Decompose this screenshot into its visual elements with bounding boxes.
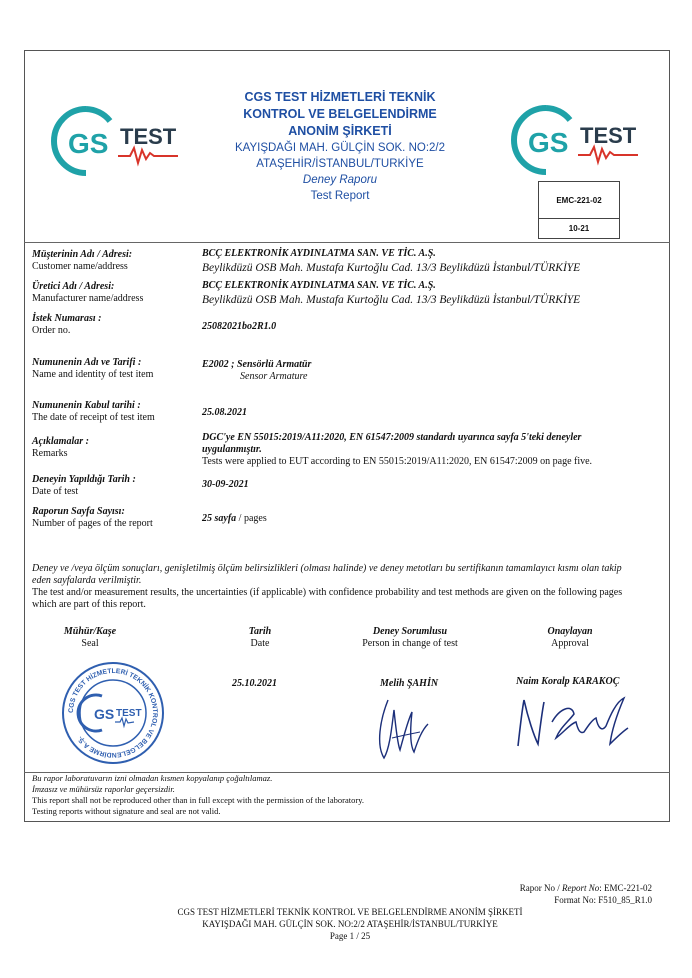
logo-letters: GS: [68, 128, 109, 159]
approval-heading-en: Approval: [551, 638, 589, 649]
document-revision: 10-21: [568, 224, 590, 233]
document-code: EMC-221-02: [539, 182, 619, 219]
footer-company-address: KAYIŞDAĞI MAH. GÜLÇİN SOK. NO:2/2 ATAŞEHİR/İSTANBUL/TURKİYE: [202, 919, 498, 929]
manufacturer-label-tr: Üretici Adı / Adresi:: [32, 281, 115, 292]
logo-word-right: TEST: [580, 123, 637, 148]
customer-value: [202, 248, 642, 276]
company-address-line-2: ATAŞEHİR/İSTANBUL/TURKİYE: [256, 158, 424, 170]
manufacturer-value: [202, 280, 642, 308]
remarks-en: Tests were applied to EUT according to EN 55015:2019/A11:2020, EN 61547:2009 on page five.: [202, 456, 593, 467]
customer-name: BCÇ ELEKTRONİK AYDINLATMA SAN. VE TİC. A.Ş.: [202, 248, 436, 259]
sample-name: E2002 ; Sensörlü Armatür: [202, 359, 312, 370]
footer-format-number: Format No: F510_85_R1.0: [554, 895, 652, 905]
disclaimer-tr-1: Bu rapor laboratuvarın izni olmadan kısmen kopyalanıp çoğaltılamaz.: [32, 773, 273, 783]
order-label: [32, 313, 197, 337]
disclaimer-en-1: This report shall not be reproduced other than in full except with the permission of the laboratory.: [32, 795, 365, 805]
receipt-label: [32, 400, 197, 424]
customer-label: [32, 249, 197, 273]
pages-label-en: Number of pages of the report: [32, 518, 153, 529]
signature-date: 25.10.2021: [232, 678, 277, 689]
test-date-label-en: Date of test: [32, 486, 79, 497]
manufacturer-label: [32, 281, 197, 305]
footer-report-no-label: Rapor No /: [519, 883, 562, 893]
test-date: 30-09-2021: [202, 479, 249, 490]
date-heading: [220, 626, 300, 650]
remarks-label: [32, 436, 197, 460]
cgs-test-logo-right: [506, 100, 646, 185]
statement-tr: Deney ve /veya ölçüm sonuçları, genişletilmiş ölçüm belirsizlikleri (olması halinde) ve deney metotları bu sertifikanın tamamlayıcı kısmı olan takip eden sayfalarda verilmiştir.: [32, 563, 622, 586]
order-label-tr: İstek Numarası :: [32, 313, 102, 324]
person-heading: [345, 626, 475, 650]
order-label-en: Order no.: [32, 325, 71, 336]
company-name-line-2: KONTROL VE BELGELENDİRME: [243, 107, 437, 121]
manufacturer-address: Beylikdüzü OSB Mah. Mustafa Kurtoğlu Cad. 13/3 Beylikdüzü İstanbul/TÜRKİYE: [202, 294, 581, 306]
customer-label-tr: Müşterinin Adı / Adresi:: [32, 249, 133, 260]
stamp-ring-text: CGS TEST HİZMETLERİ TEKNİK KONTROL VE BELGELENDİRME A.Ş.: [67, 667, 159, 759]
footer-report-no: : EMC-221-02: [599, 883, 652, 893]
remarks-label-en: Remarks: [32, 448, 68, 459]
company-name-line-3: ANONİM ŞİRKETİ: [288, 124, 392, 138]
manufacturer-label-en: Manufacturer name/address: [32, 293, 144, 304]
disclaimer: [32, 773, 364, 817]
seal-heading-tr: Mühür/Kaşe: [63, 626, 117, 637]
cgs-test-logo-left: [46, 101, 186, 186]
remarks-label-tr: Açıklamalar :: [32, 436, 89, 447]
footer-report-no-label-en: Report No: [562, 883, 600, 893]
sample-label-en: Name and identity of test item: [32, 369, 154, 380]
report-title-tr: Deney Raporu: [302, 174, 378, 186]
customer-label-en: Customer name/address: [32, 261, 128, 272]
order-value: [202, 321, 642, 333]
seal-heading-en: Seal: [81, 638, 99, 649]
approver-name: Naim Koralp KARAKOÇ: [516, 676, 620, 687]
receipt-label-en: The date of receipt of test item: [32, 412, 155, 423]
receipt-date: 25.08.2021: [202, 407, 247, 418]
sample-label-tr: Numunenin Adı ve Tarifi :: [32, 357, 142, 368]
customer-address: Beylikdüzü OSB Mah. Mustafa Kurtoğlu Cad. 13/3 Beylikdüzü İstanbul/TÜRKİYE: [202, 262, 581, 274]
pages-label-tr: Raporun Sayfa Sayısı:: [32, 506, 125, 517]
stamp-letters: GS: [94, 706, 115, 722]
pages-count: 25 sayfa: [202, 513, 237, 524]
date-heading-tr: Tarih: [248, 626, 272, 637]
footer-company-name: CGS TEST HİZMETLERİ TEKNİK KONTROL VE BELGELENDİRME ANONİM ŞİRKETİ: [177, 907, 523, 917]
company-stamp: [60, 660, 166, 771]
person-signature: [370, 690, 440, 770]
header-divider: [24, 242, 670, 243]
test-date-value: [202, 479, 642, 491]
person-heading-en: Person in change of test: [362, 638, 458, 649]
approver-signature: [512, 688, 632, 763]
remarks-value: [202, 432, 642, 468]
receipt-label-tr: Numunenin Kabul tarihi :: [32, 400, 141, 411]
test-date-label-tr: Deneyin Yapıldığı Tarih :: [32, 474, 136, 485]
approval-heading: [520, 626, 620, 650]
test-date-label: [32, 474, 197, 498]
sample-name-en: Sensor Armature: [240, 371, 308, 382]
seal-heading: [40, 626, 140, 650]
sample-label: [32, 357, 197, 381]
person-heading-tr: Deney Sorumlusu: [372, 626, 448, 637]
document-code-box: [538, 181, 620, 239]
remarks-tr-line-1: DGC'ye EN 55015:2019/A11:2020, EN 61547:2009 standardı uyarınca sayfa 5'teki deneyler: [202, 432, 582, 443]
sample-value: [202, 359, 642, 383]
footer-page-number: Page 1 / 25: [329, 931, 371, 941]
disclaimer-en-2: Testing reports without signature and seal are not valid.: [32, 806, 221, 816]
company-name-line-1: CGS TEST HİZMETLERİ TEKNİK: [244, 90, 436, 104]
statement-en: The test and/or measurement results, the uncertainties (if applicable) with confidence probability and test methods are given on the following pages which are part of this report.: [32, 587, 623, 610]
stamp-word: TEST: [116, 708, 142, 719]
pages-label: [32, 506, 197, 530]
pages-unit: / pages: [236, 513, 267, 524]
receipt-value: [202, 407, 642, 419]
footer-report-number: [520, 882, 652, 894]
remarks-tr-line-2: uygulanmıştır.: [202, 444, 262, 455]
statement: [32, 563, 642, 611]
company-header: [205, 89, 475, 204]
logo-word: TEST: [120, 124, 177, 149]
disclaimer-tr-2: İmzasız ve mühürsüz raporlar geçersizdir.: [32, 784, 175, 794]
order-number: 25082021bo2R1.0: [202, 321, 277, 332]
logo-letters-right: GS: [528, 127, 569, 158]
company-address-line-1: KAYIŞDAĞI MAH. GÜLÇİN SOK. NO:2/2: [234, 142, 446, 154]
report-title-en: Test Report: [310, 190, 370, 202]
pages-value: [202, 513, 642, 525]
footer-company: [150, 906, 550, 942]
approval-heading-tr: Onaylayan: [547, 626, 593, 637]
manufacturer-name: BCÇ ELEKTRONİK AYDINLATMA SAN. VE TİC. A.Ş.: [202, 280, 436, 291]
date-heading-en: Date: [250, 638, 270, 649]
person-name: Melih ŞAHİN: [380, 678, 439, 689]
